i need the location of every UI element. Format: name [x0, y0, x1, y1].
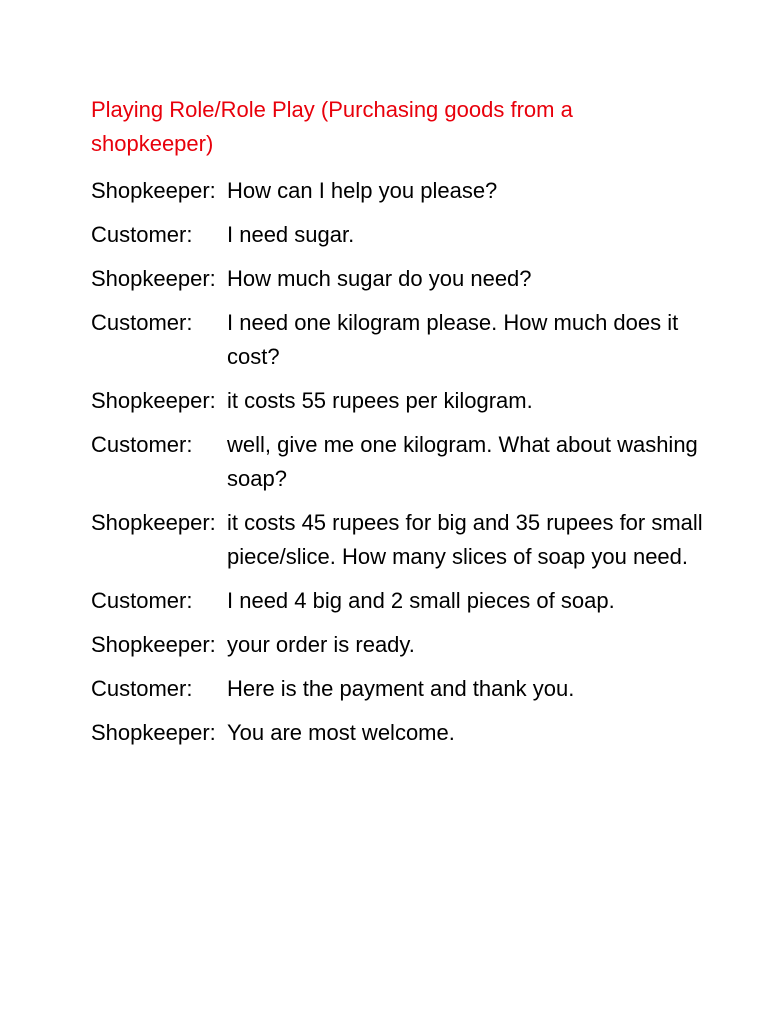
speaker-label: Customer:: [91, 222, 193, 247]
speaker-label: Customer:: [91, 588, 193, 613]
dialogue-line: [91, 218, 711, 252]
speaker-label: Shopkeeper:: [91, 178, 216, 203]
document-title: Playing Role/Role Play (Purchasing goods from a shopkeeper): [91, 97, 573, 156]
dialogue-line: [91, 428, 711, 496]
speech-text: it costs 55 rupees per kilogram.: [227, 388, 533, 413]
dialogue-line: [91, 384, 711, 418]
speech-text: How can I help you please?: [227, 178, 498, 203]
speaker-label: Shopkeeper:: [91, 632, 216, 657]
speaker-label: Customer:: [91, 676, 193, 701]
speech-text: your order is ready.: [227, 632, 415, 657]
speaker-label: Shopkeeper:: [91, 388, 216, 413]
dialogue-line: [91, 174, 711, 208]
dialogue-line: [91, 584, 711, 618]
speech-text: Here is the payment and thank you.: [227, 676, 575, 701]
speaker-label: Customer:: [91, 310, 193, 335]
dialogue-line: [91, 306, 711, 374]
dialogue-line: [91, 628, 711, 662]
dialogue-line: [91, 716, 711, 750]
dialogue-line: [91, 672, 711, 706]
speech-text: well, give me one kilogram. What about washing soap?: [227, 432, 698, 491]
speech-text: it costs 45 rupees for big and 35 rupees for small piece/slice. How many slices of soap you need.: [227, 510, 703, 569]
speech-text: I need one kilogram please. How much does it cost?: [227, 310, 679, 369]
speech-text: You are most welcome.: [227, 720, 455, 745]
speaker-label: Shopkeeper:: [91, 266, 216, 291]
speech-text: I need sugar.: [227, 222, 355, 247]
speaker-label: Shopkeeper:: [91, 510, 216, 535]
dialogue-list: [91, 174, 711, 760]
speech-text: I need 4 big and 2 small pieces of soap.: [227, 588, 615, 613]
speech-text: How much sugar do you need?: [227, 266, 532, 291]
speaker-label: Shopkeeper:: [91, 720, 216, 745]
dialogue-line: [91, 262, 711, 296]
speaker-label: Customer:: [91, 432, 193, 457]
dialogue-line: [91, 506, 711, 574]
